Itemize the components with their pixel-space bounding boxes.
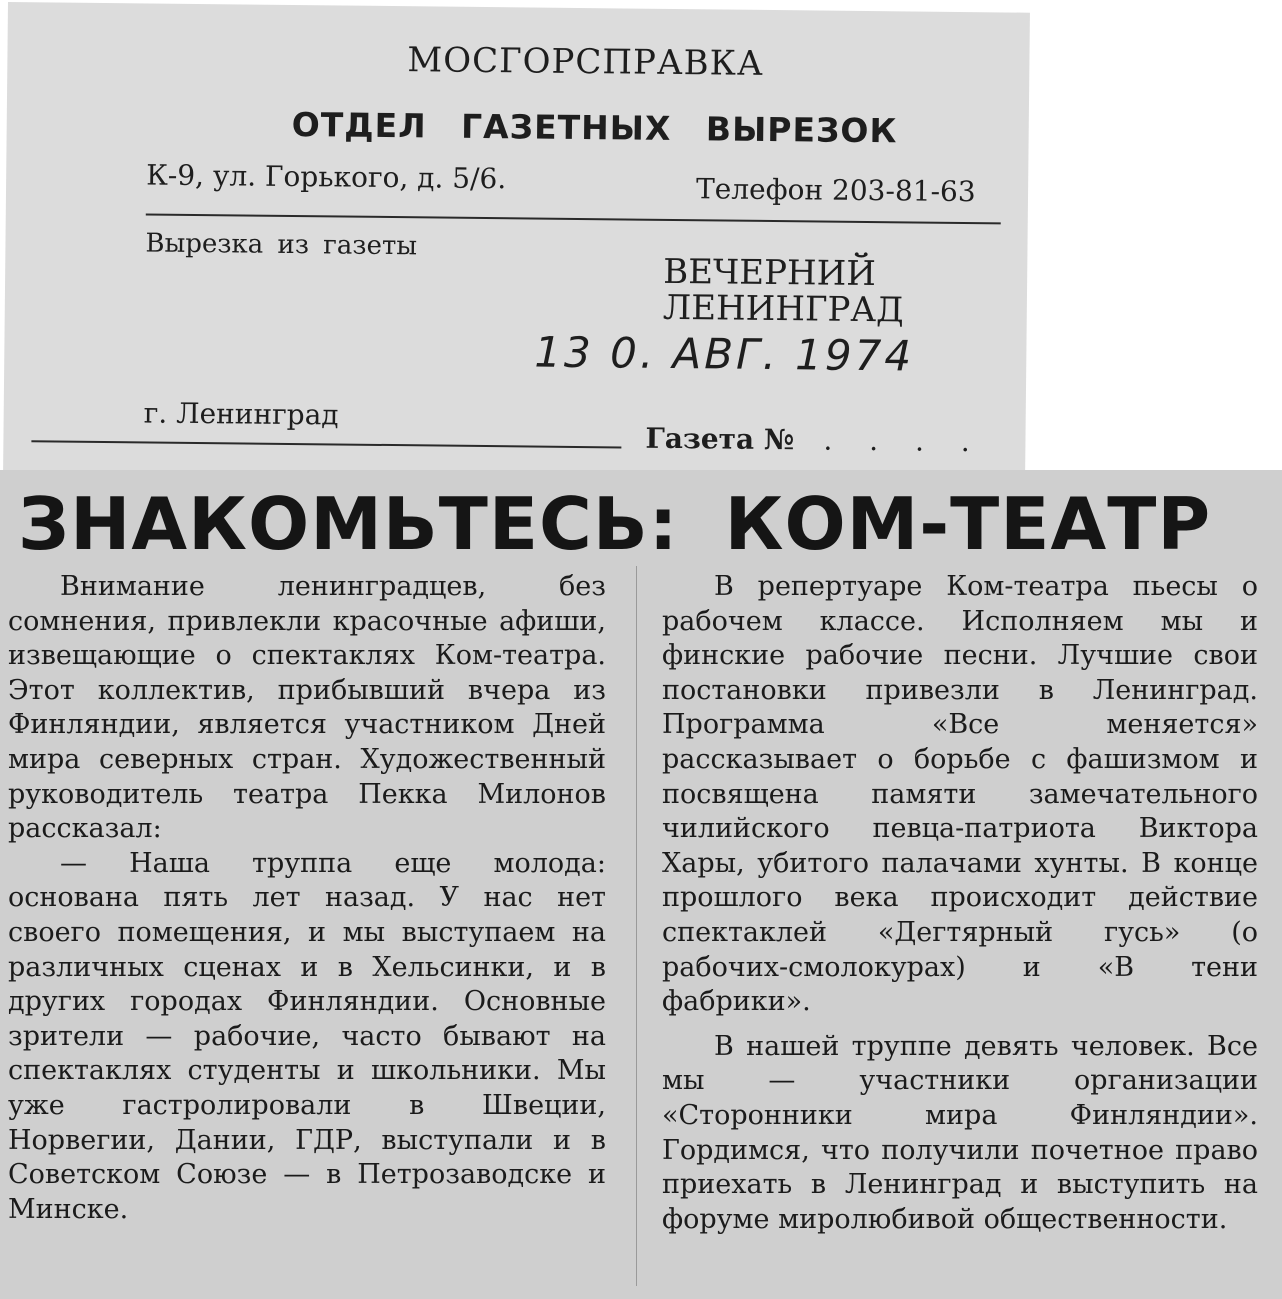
article-paragraph: В нашей труппе девять человек. Все мы — участники организации «Сторонники мира Финляндии». Гордимся, что получили почетное право приехать в Ленинград и выступить на форуме миролюбивой общественности. [662,1030,1258,1235]
article-headline: ЗНАКОМЬТЕСЬ: КОМ-ТЕАТР [18,482,1212,566]
article-paragraph: Внимание ленинградцев, без сомнения, привлекли красочные афиши, извещающие о спектаклях Ком-театра. Этот коллектив, прибывший вчера из Финляндии, является участником Дней мира северных стран. Художественный руководитель театра Пекка Милонов рассказал: [8,571,606,845]
newspaper-name [662,251,905,331]
newspaper-article [0,470,1282,1299]
agency-phone: Телефон 203-81-63 [695,172,976,209]
article-column-left [8,570,606,1227]
city-label: г. Ленинград [143,396,339,432]
agency-address: К-9, ул. Горького, д. 5/6. [146,158,507,196]
department-title: ОТДЕЛ ГАЗЕТНЫХ ВЫРЕЗОК [291,104,898,151]
article-column-right [662,570,1258,1237]
issue-label: Газета № [645,421,795,457]
agency-title: МОСГОРСПРАВКА [407,40,764,84]
clipping-header-slip [3,2,1030,483]
column-divider [636,566,637,1286]
newspaper-name-line2: ЛЕНИНГРАД [662,287,904,331]
date-stamp: 13 0. АВГ. 1974 [534,327,915,381]
article-paragraph: В репертуаре Ком-театра пьесы о рабочем классе. Исполняем мы и финские рабочие песни. Лучшие свои постановки привезли в Ленинград. Программа «Все меняется» рассказывает о борьбе с фашизмом и посвящена памяти замечательного чилийского певца-патриота Виктора Хары, убитого палачами хунты. В конце прошлого века происходит действие спектаклей «Дегтярный гусь» (о рабочих-смолокурах) и «В тени фабрики». [662,571,1258,1018]
clip-source-label: Вырезка из газеты [145,228,418,262]
city-underline [31,440,621,448]
issue-number-blank: . . . . [823,423,984,459]
newspaper-name-line1: ВЕЧЕРНИЙ [663,251,877,295]
header-divider [146,213,1001,224]
article-paragraph: — Наша труппа еще молода: основана пять лет назад. У нас нет своего помещения, и мы выступаем на различных сценах и в Хельсинки, и в других городах Финляндии. Основные зрители — рабочие, часто бывают на спектаклях студенты и школьники. Мы уже гастролировали в Швеции, Норвегии, Дании, ГДР, выступали и в Советском Союзе — в Петрозаводске и Минске. [8,847,606,1225]
